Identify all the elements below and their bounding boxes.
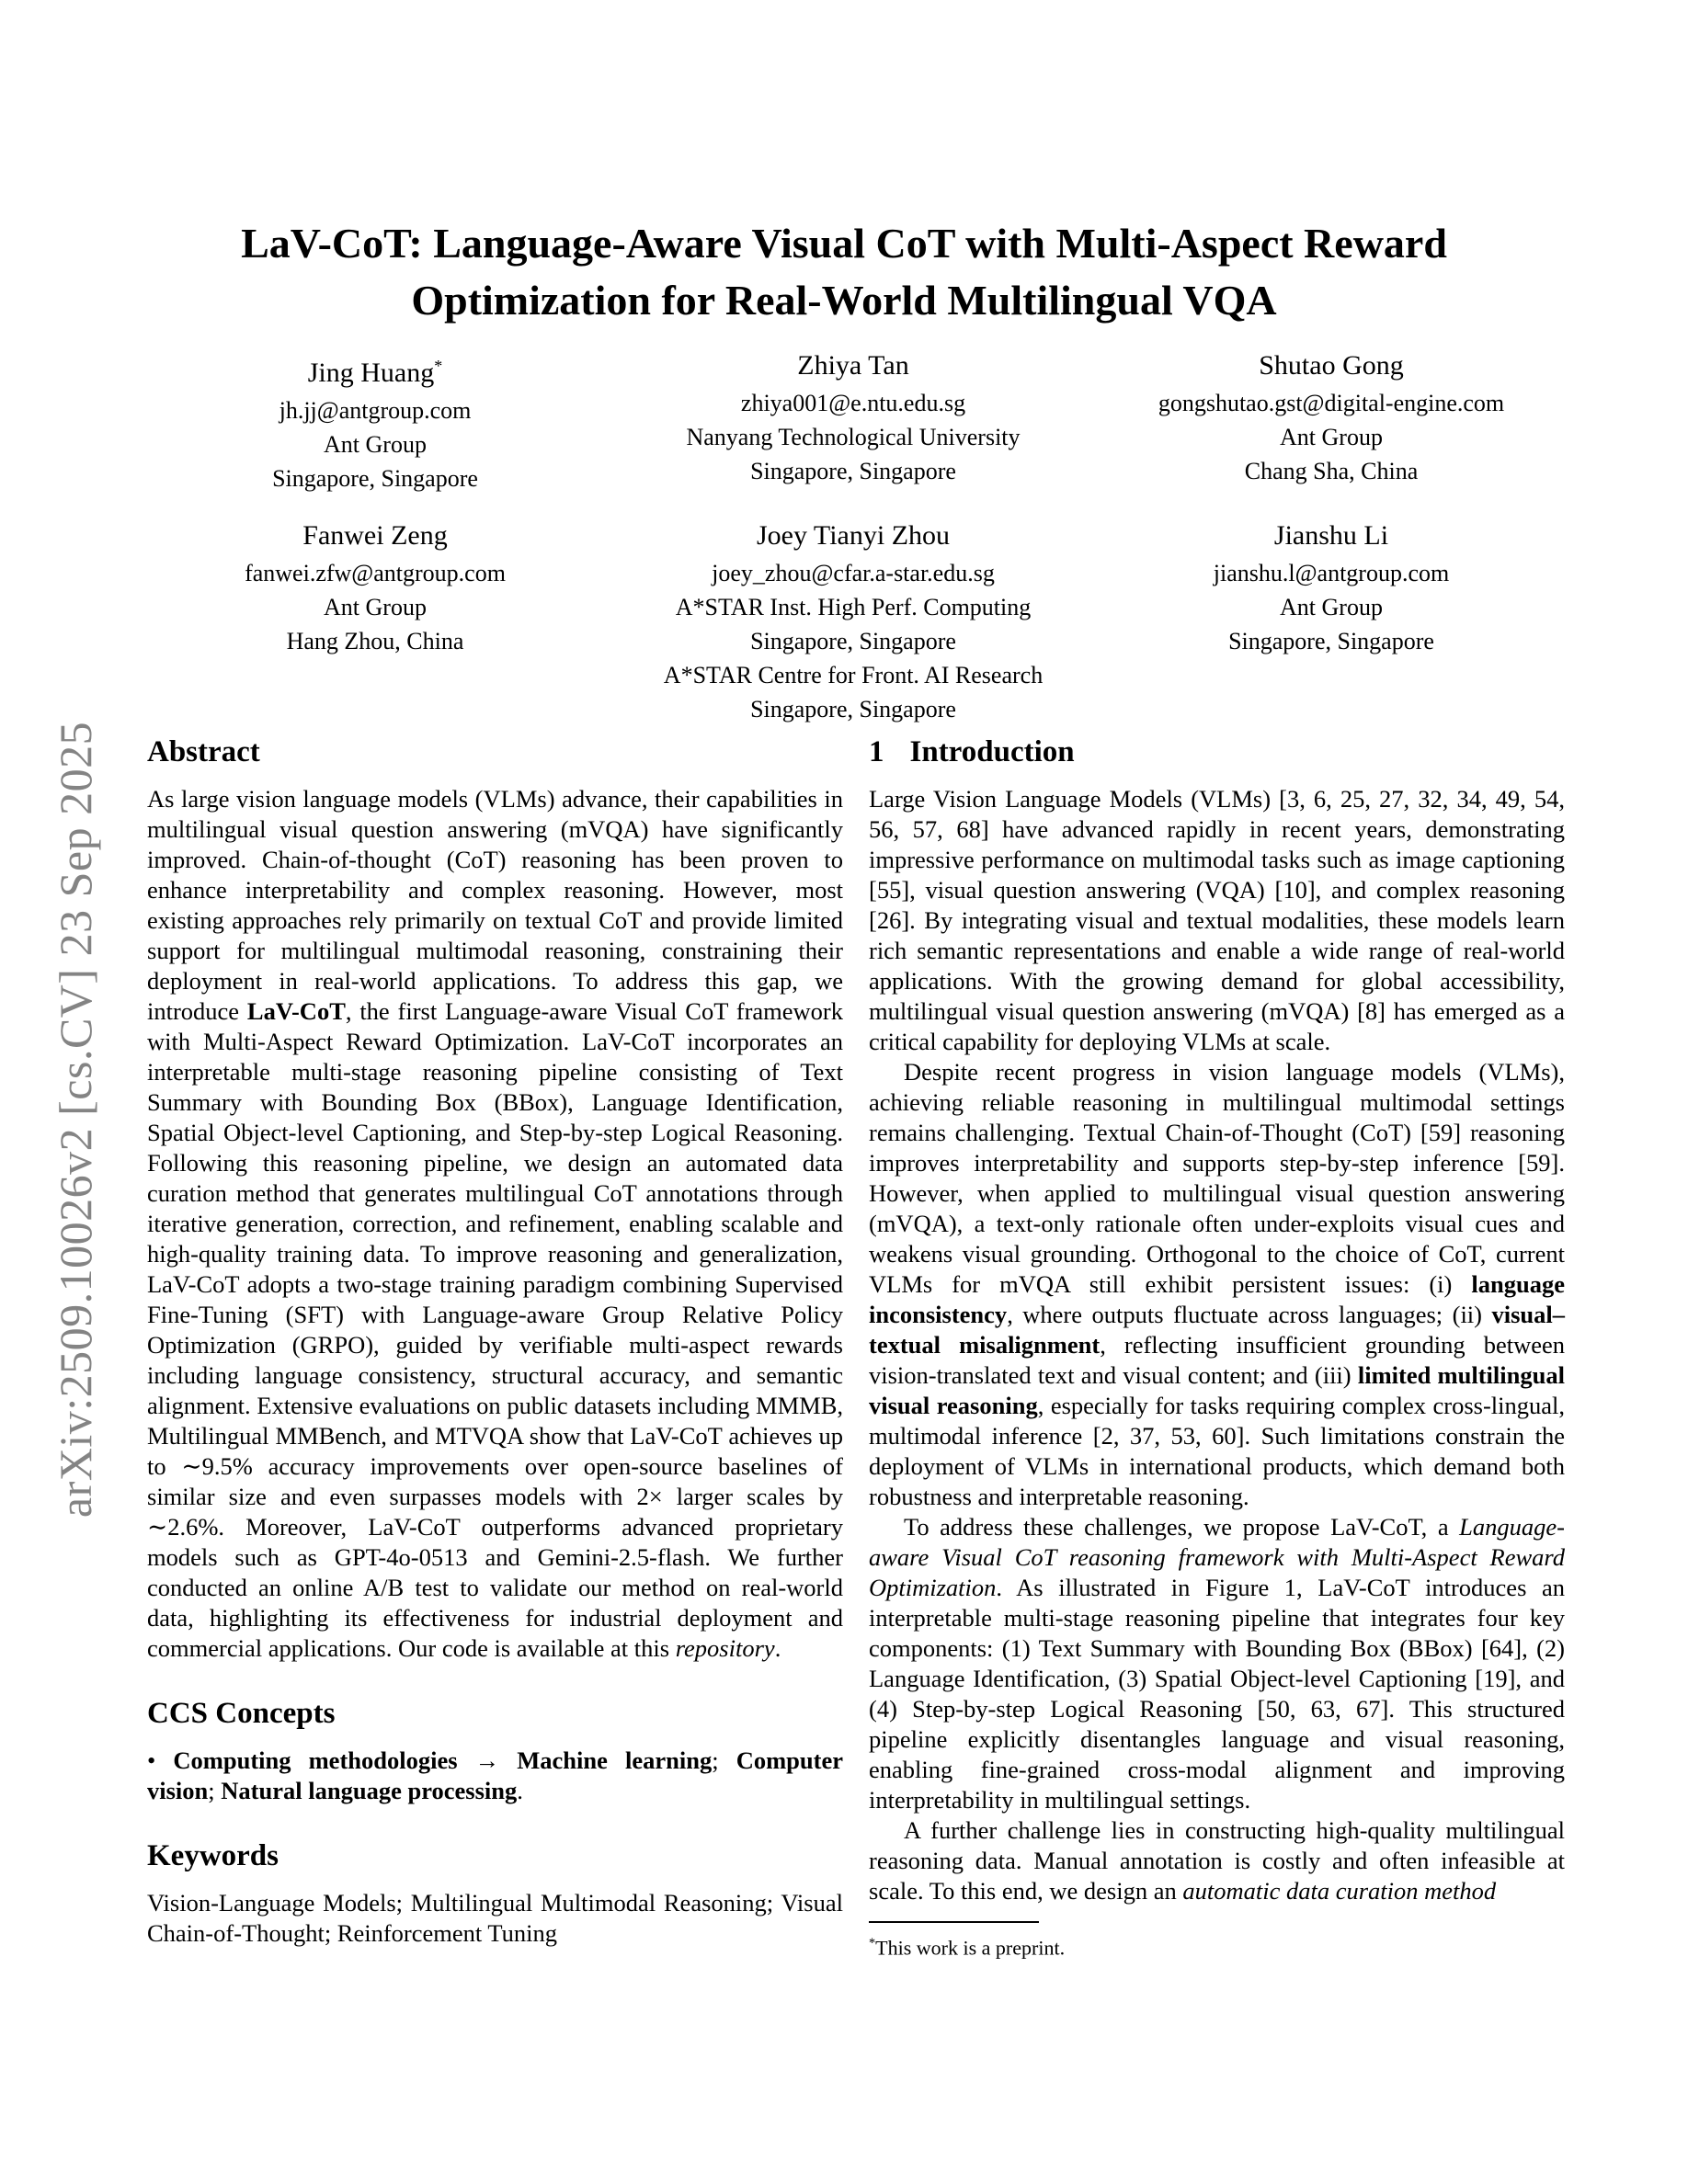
author-detail: Singapore, Singapore [750,458,956,484]
text-segment: . [774,1634,781,1662]
author-footnote-marker: * [434,357,443,375]
right-column [869,735,1565,1906]
footnote-rule [869,1921,1039,1923]
author-detail: Singapore, Singapore [750,696,956,722]
text-segment: Machine learning [517,1746,713,1774]
text-segment: To address these challenges, we propose LaV-CoT, a [904,1513,1460,1541]
author-detail: joey_zhou@cfar.a-star.edu.sg [712,560,995,586]
section-number: 1 [869,735,884,768]
author-detail: gongshutao.gst@digital-engine.com [1158,390,1505,416]
text-segment: , reflecting insufficient grounding between vision-translated text and visual content; and (iii) [869,1331,1565,1389]
text-segment: ; [208,1777,222,1804]
text-segment: • [147,1746,174,1774]
author-detail: A*STAR Inst. High Perf. Computing [675,594,1032,620]
text-segment: → [457,1746,518,1774]
ccs-heading: CCS Concepts [147,1697,336,1730]
footnote-label: This work is a preprint. [875,1936,1066,1960]
author-block [1092,516,1570,726]
text-segment: LaV-CoT [246,997,346,1025]
author-name: Jing Huang* [307,357,443,388]
author-block [1092,346,1570,495]
text-segment: . As illustrated in Figure 1, LaV-CoT introduces an interpretable multi-stage reasoning pipeline that integrates four key components: (1) Text Summary with Bounding Box (BBox) [64], (2) Language Identification, (3) Spatial Object-level Captioning [19], and (4) Step-by-step Logical Reasoning [50, 63, 67]. This structured pipeline explicitly disentangles language and visual reasoning, enabling fine-grained cross-modal alignment and improving interpretability in multilingual settings. [869,1574,1565,1814]
intro-paragraph [869,1815,1565,1906]
introduction-heading [869,735,1565,769]
author-detail: fanwei.zfw@antgroup.com [245,560,506,586]
intro-paragraph [869,784,1565,1057]
text-segment: Computer vision [147,1746,843,1804]
text-segment: A further challenge lies in constructing high-quality multilingual reasoning data. Manual annotation is costly and often infeasible at scale. To this end, we design an [869,1816,1565,1905]
text-segment: Computing methodologies [173,1746,458,1774]
author-detail: jh.jj@antgroup.com [279,397,472,424]
text-segment: , especially for tasks requiring complex cross-lingual, multimodal inference [2, 37, 53, 60]. Such limitations constrain the deployment of VLMs in international products, which demand both robustness and interpretable reasoning. [869,1392,1565,1510]
author-detail: Chang Sha, China [1244,458,1419,484]
left-column [147,735,843,1949]
text-segment: ; [712,1746,736,1774]
text-segment: , where outputs fluctuate across languages; (ii) [1007,1301,1492,1328]
footnote-marker: * [869,1936,876,1951]
author-block [136,346,614,495]
abstract-text [147,784,843,1664]
author-detail: Singapore, Singapore [1228,628,1434,654]
text-segment: As large vision language models (VLMs) advance, their capabilities in multilingual visual question answering (mVQA) have significantly improved. Chain-of-thought (CoT) reasoning has been proven to enhance interpretability and complex reasoning. However, most existing approaches rely primarily on textual CoT and provide limited support for multilingual multimodal reasoning, constraining their deployment in real-world applications. To address this gap, we introduce [147,785,843,1025]
author-detail: Ant Group [1280,594,1383,620]
authors-grid [136,346,1570,726]
footnote-block [869,1921,1565,1961]
author-detail: zhiya001@e.ntu.edu.sg [740,390,966,416]
introduction-paragraphs [869,784,1565,1906]
author-detail: Ant Group [324,431,427,458]
author-block [614,346,1092,495]
arxiv-watermark: arXiv:2509.10026v2 [cs.CV] 23 Sep 2025 [50,721,101,1519]
author-detail: Ant Group [1280,424,1383,450]
text-segment: Natural language processing [221,1777,518,1804]
author-name: Shutao Gong [1259,350,1404,381]
author-detail: Ant Group [324,594,427,620]
author-detail: jianshu.l@antgroup.com [1213,560,1450,586]
author-detail: Hang Zhou, China [286,628,464,654]
author-name: Fanwei Zeng [302,520,448,551]
text-segment: automatic data curation method [1182,1877,1497,1905]
text-segment: Language-aware Visual CoT reasoning framework with Multi-Aspect Reward Optimization [869,1513,1565,1601]
ccs-text [147,1746,843,1806]
text-segment: Large Vision Language Models (VLMs) [3, 6, 25, 27, 32, 34, 49, 54, 56, 57, 68] have advanced rapidly in recent years, demonstrating impressive performance on multimodal tasks such as image captioning [55], visual question answering (VQA) [10], and complex reasoning [26]. By integrating visual and textual modalities, these models learn rich semantic representations and enable a wide range of real-world applications. With the growing demand for global accessibility, multilingual visual question answering (mVQA) [8] has emerged as a critical capability for deploying VLMs at scale. [869,785,1565,1055]
author-name: Zhiya Tan [797,350,909,381]
author-name: Joey Tianyi Zhou [756,520,951,551]
text-segment: limited multilingual visual reasoning [869,1361,1565,1419]
keywords-heading: Keywords [147,1839,279,1872]
author-name: Jianshu Li [1273,520,1389,551]
intro-paragraph [869,1512,1565,1815]
text-segment: language inconsistency [869,1270,1565,1328]
abstract-heading: Abstract [147,735,260,768]
text-segment: . [517,1777,523,1804]
author-detail: Singapore, Singapore [750,628,956,654]
footnote-text [869,1930,1565,1961]
paper-title-line-1: LaV-CoT: Language-Aware Visual CoT with Multi-Aspect Reward [241,220,1447,267]
author-block [614,516,1092,726]
author-detail: A*STAR Centre for Front. AI Research [663,662,1044,688]
paper-title-line-2: Optimization for Real-World Multilingual VQA [411,277,1277,324]
text-segment: , the first Language-aware Visual CoT framework with Multi-Aspect Reward Optimization. LaV-CoT incorporates an interpretable multi-stage reasoning pipeline consisting of Text Summary with Bounding Box (BBox), Language Identification, Spatial Object-level Captioning, and Step-by-step Logical Reasoning. Following this reasoning pipeline, we design an automated data curation method that generates multilingual CoT annotations through iterative generation, correction, and refinement, enabling scalable and high-quality training data. To improve reasoning and generalization, LaV-CoT adopts a two-stage training paradigm combining Supervised Fine-Tuning (SFT) with Language-aware Group Relative Policy Optimization (GRPO), guided by verifiable multi-aspect rewards including language consistency, structural accuracy, and semantic alignment. Extensive evaluations on public datasets including MMMB, Multilingual MMBench, and MTVQA show that LaV-CoT achieves up to ∼9.5% accuracy improvements over open-source baselines of similar size and even surpasses models with 2× larger scales by ∼2.6%. Moreover, LaV-CoT outperforms advanced proprietary models such as GPT-4o-0513 and Gemini-2.5-flash. We further conducted an online A/B test to validate our method on real-world data, highlighting its effectiveness for industrial deployment and commercial applications. Our code is available at this [147,997,843,1662]
intro-paragraph [869,1057,1565,1512]
repository-link[interactable]: repository [675,1634,775,1662]
author-block [136,516,614,726]
author-detail: Nanyang Technological University [686,424,1021,450]
author-detail: Singapore, Singapore [272,465,478,492]
keywords-text: Vision-Language Models; Multilingual Multimodal Reasoning; Visual Chain-of-Thought; Reinforcement Tuning [147,1889,843,1947]
text-segment: visual–textual misalignment [869,1301,1565,1359]
section-title: Introduction [909,735,1075,768]
text-segment: Despite recent progress in vision language models (VLMs), achieving reliable reasoning in multilingual multimodal settings remains challenging. Textual Chain-of-Thought (CoT) [59] reasoning improves interpretability and supports step-by-step inference [59]. However, when applied to multilingual visual question answering (mVQA), a text-only rationale often under-exploits visual cues and weakens visual grounding. Orthogonal to the choice of CoT, current VLMs for mVQA still exhibit persistent issues: (i) [869,1058,1565,1298]
paper-title [0,215,1688,329]
